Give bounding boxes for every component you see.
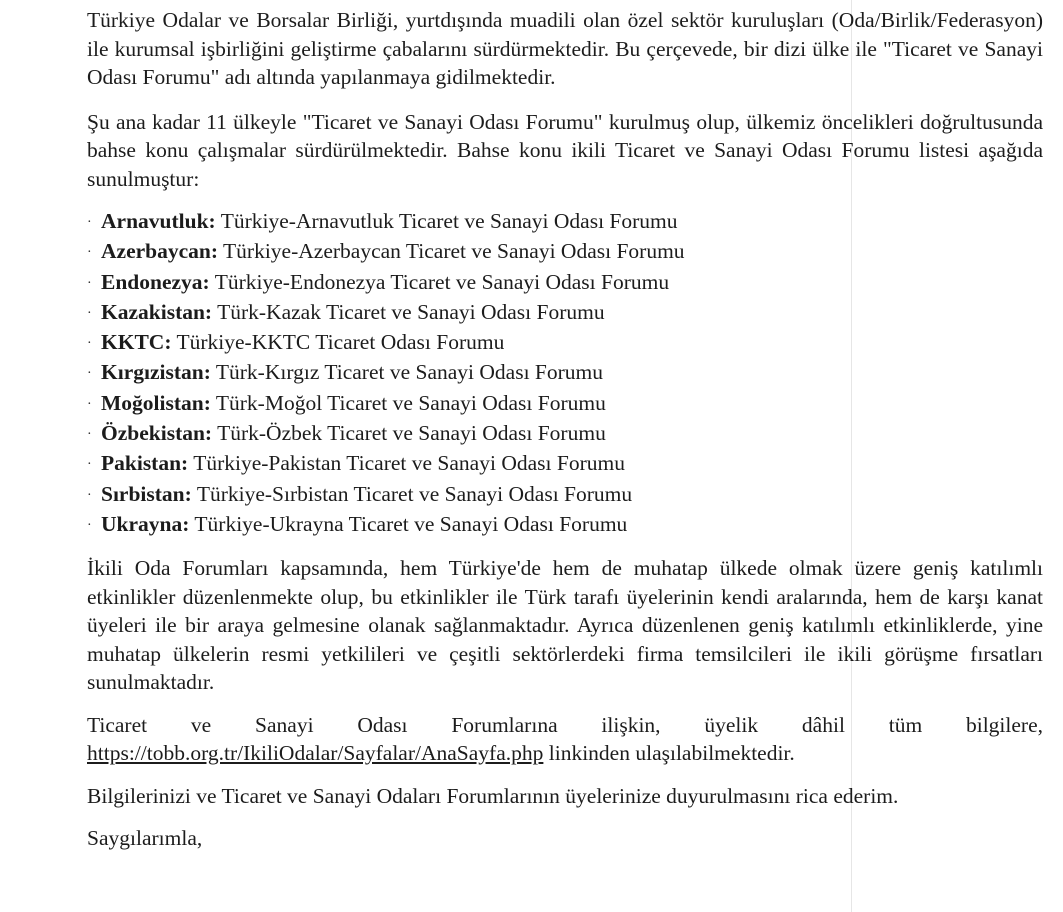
forum-list-item: [87, 237, 1043, 267]
forum-list-item: [87, 389, 1043, 419]
bullet-icon: ·: [87, 336, 92, 352]
forum-country: Özbekistan:: [101, 421, 213, 446]
forum-list-item: [87, 207, 1043, 237]
bullet-icon: ·: [87, 517, 92, 533]
forum-name: Türk-Kırgız Ticaret ve Sanayi Odası Forumu: [215, 360, 604, 385]
bullet-icon: ·: [87, 366, 92, 382]
forum-name: Türkiye-KKTC Ticaret Odası Forumu: [176, 330, 505, 355]
events-paragraph: İkili Oda Forumları kapsamında, hem Türkiye'de hem de muhatap ülkede olmak üzere geniş katılımlı etkinlikler düzenlenmekte olup, bu etkinlikler ile Türk tarafı üyelerinin kendi aralarında, hem de karşı kanat üyeleri ile bir araya gelmesine olanak sağlanmaktadır. Ayrıca düzenlenen geniş katılımlı etkinliklerde, yine muhatap ülkelerin resmi yetkilileri ve çeşitli sektörlerdeki firma temsilcileri ile ikili görüşme fırsatları sunulmaktadır.: [87, 556, 1043, 695]
forum-count-paragraph: Şu ana kadar 11 ülkeyle "Ticaret ve Sanayi Odası Forumu" kurulmuş olup, ülkemiz öncelikleri doğrultusunda bahse konu çalışmalar sürdürülmektedir. Bahse konu ikili Ticaret ve Sanayi Odası Forumu listesi aşağıda sunulmuştur:: [87, 109, 1043, 191]
forum-list-item: [87, 358, 1043, 388]
forum-list-item: [87, 268, 1043, 298]
tobb-forum-link[interactable]: https://tobb.org.tr/IkiliOdalar/Sayfalar/AnaSayfa.php: [87, 741, 544, 766]
forum-name: Türkiye-Ukrayna Ticaret ve Sanayi Odası Forumu: [194, 511, 628, 536]
forum-list-item: [87, 298, 1043, 328]
forum-country: Pakistan:: [101, 451, 189, 476]
forum-name: Türkiye-Arnavutluk Ticaret ve Sanayi Odası Forumu: [220, 209, 678, 233]
forum-list-item: [87, 510, 1043, 540]
forum-country: Kazakistan:: [101, 299, 213, 324]
forum-list-item: [87, 480, 1043, 510]
bullet-icon: ·: [87, 275, 92, 291]
info-paragraph: [87, 711, 1043, 768]
forum-country: Endonezya:: [101, 269, 210, 294]
forum-list-item: [87, 328, 1043, 358]
forum-list-item: [87, 419, 1043, 449]
bullet-icon: ·: [87, 396, 92, 412]
forum-list: [87, 207, 1043, 540]
forum-list-item: [87, 449, 1043, 479]
request-paragraph: Bilgilerinizi ve Ticaret ve Sanayi Odaları Forumlarının üyelerinize duyurulmasını rica ederim.: [87, 783, 899, 808]
forum-country: Moğolistan:: [101, 390, 211, 415]
forum-name: Türk-Kazak Ticaret ve Sanayi Odası Forumu: [217, 299, 605, 324]
intro-paragraph: Türkiye Odalar ve Borsalar Birliği, yurtdışında muadili olan özel sektör kuruluşları (Oda/Birlik/Federasyon) ile kurumsal işbirliğini geliştirme çabalarını sürdürmektedir. Bu çerçevede, bir dizi ülke ile "Ticaret ve Sanayi Odası Forumu" adı altında yapılanmaya gidilmektedir.: [87, 8, 1043, 89]
bullet-icon: ·: [87, 245, 92, 261]
closing-line: Saygılarımla,: [87, 826, 203, 851]
forum-name: Türk-Moğol Ticaret ve Sanayi Odası Forumu: [215, 390, 606, 415]
forum-name: Türkiye-Azerbaycan Ticaret ve Sanayi Odası Forumu: [223, 239, 685, 264]
forum-country: Arnavutluk:: [101, 209, 216, 233]
bullet-icon: ·: [87, 457, 92, 473]
bullet-icon: ·: [87, 215, 92, 230]
info-text: Ticaret ve Sanayi Odası Forumlarına ilişkin, üyelik dâhil tüm bilgilere,: [87, 712, 1043, 737]
document-body: [87, 6, 1043, 853]
forum-country: KKTC:: [101, 330, 172, 355]
forum-country: Sırbistan:: [101, 481, 192, 506]
forum-country: Ukrayna:: [101, 511, 190, 536]
forum-country: Kırgızistan:: [101, 360, 211, 385]
forum-country: Azerbaycan:: [101, 239, 219, 264]
bullet-icon: ·: [87, 305, 92, 321]
bullet-icon: ·: [87, 487, 92, 503]
forum-name: Türkiye-Endonezya Ticaret ve Sanayi Odası Forumu: [214, 269, 670, 294]
forum-name: Türkiye-Sırbistan Ticaret ve Sanayi Odası Forumu: [196, 481, 633, 506]
forum-name: Türk-Özbek Ticaret ve Sanayi Odası Forumu: [217, 421, 606, 446]
info-text-end: linkinden ulaşılabilmektedir.: [548, 741, 795, 766]
forum-name: Türkiye-Pakistan Ticaret ve Sanayi Odası Forumu: [193, 451, 625, 476]
bullet-icon: ·: [87, 427, 92, 443]
